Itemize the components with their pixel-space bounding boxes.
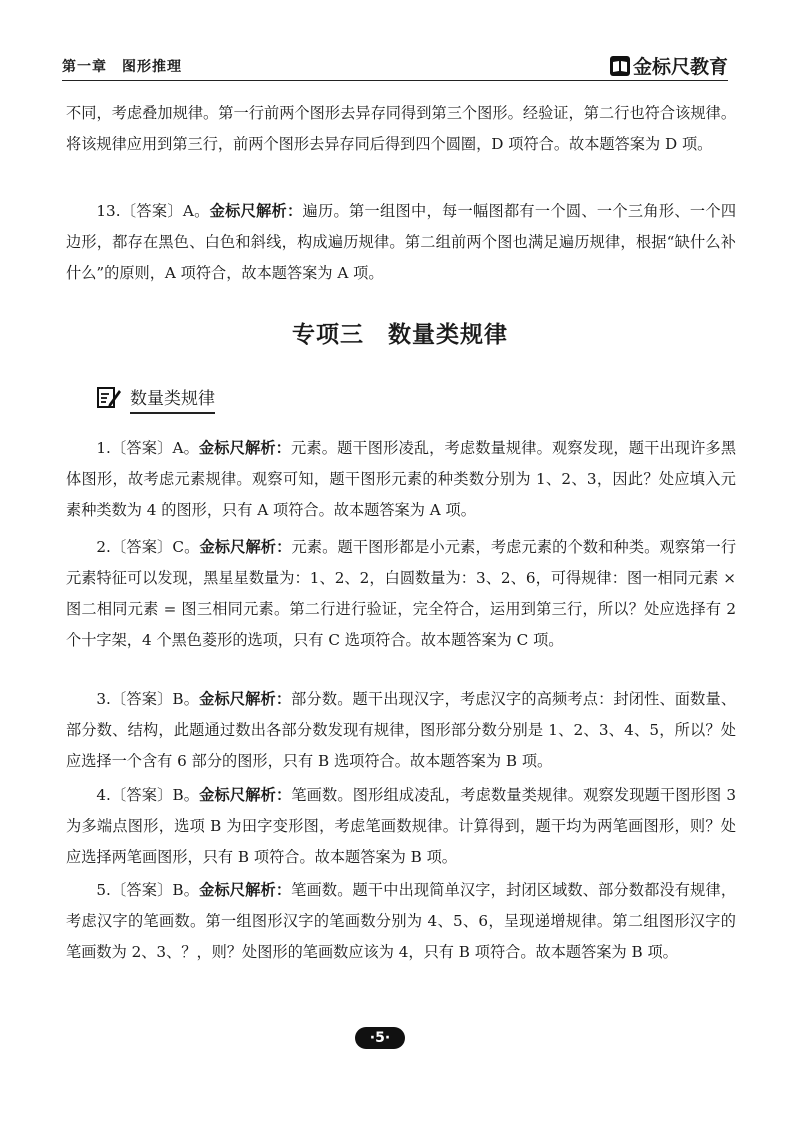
answer-text: 部分数。题干出现汉字，考虑汉字的高频考点：封闭性、面数量、部分数、结构，此题通过数出各部分数发现有规律，图形部分数分别是 1、2、3、4、5，所以？处应选择一个含有 6 部分的图形，只有 B 选项符合。故本题答案为 B 项。 [66, 690, 737, 770]
answer-paragraph [66, 875, 736, 968]
page-number: ·5· [355, 1027, 405, 1049]
section-title: 专项三 数量类规律 [292, 322, 508, 348]
chapter-title: 第一章 图形推理 [62, 59, 182, 75]
answer-paragraph [66, 196, 736, 289]
answer-text: 笔画数。题干中出现简单汉字，封闭区域数、部分数都没有规律，考虑汉字的笔画数。第一组图形汉字的笔画数分别为 4、5、6，呈现递增规律。第二组图形汉字的笔画数为 2、3、？，则？处图形的笔画数应该为 4，只有 B 项符合。故本题答案为 B 项。 [66, 881, 737, 961]
analysis-label: 金标尺解析： [198, 439, 292, 457]
answer-lead: 5.〔答案〕B。 [96, 881, 200, 899]
paragraph-text: 不同，考虑叠加规律。第一行前两个图形去异存同得到第三个图形。经验证，第二行也符合该规律。将该规律应用到第三行，前两个图形去异存同后得到四个圆圈，D 项符合。故本题答案为 D 项。 [66, 104, 736, 153]
pencil-notepad-icon [96, 385, 122, 413]
brand-name: 金标尺教育 [632, 56, 728, 78]
answer-lead: 13.〔答案〕A。 [96, 202, 210, 220]
answer-text: 笔画数。图形组成凌乱，考虑数量类规律。观察发现题干图形图 3 为多端点图形，选项 B 为田字变形图，考虑笔画数规律。计算得到，题干均为两笔画图形，则？处应选择两笔画图形，只有 B 项符合。故本题答案为 B 项。 [66, 786, 736, 866]
answer-lead: 2.〔答案〕C。 [96, 538, 200, 556]
page-header [62, 52, 728, 81]
answer-paragraph [66, 684, 736, 777]
analysis-label: 金标尺解析： [199, 538, 292, 556]
answer-lead: 1.〔答案〕A。 [96, 439, 199, 457]
analysis-label: 金标尺解析： [209, 202, 303, 220]
answer-paragraph [66, 433, 736, 526]
analysis-label: 金标尺解析： [199, 786, 292, 804]
sub-heading [96, 384, 215, 414]
answer-text: 元素。题干图形凌乱，考虑数量规律。观察发现，题干出现许多黑体图形，故考虑元素规律。观察可知，题干图形元素的种类数分别为 1、2、3，因此？处应填入元素种类数为 4 的图形，只有 A 项符合。故本题答案为 A 项。 [66, 439, 737, 519]
analysis-label: 金标尺解析： [199, 690, 292, 708]
analysis-label: 金标尺解析： [199, 881, 292, 899]
answer-lead: 3.〔答案〕B。 [96, 690, 200, 708]
brand-logo [610, 52, 728, 79]
paragraph [66, 98, 736, 160]
answer-paragraph [66, 532, 736, 656]
sub-heading-label: 数量类规律 [130, 384, 215, 414]
answer-lead: 4.〔答案〕B。 [96, 786, 200, 804]
answer-text: 元素。题干图形都是小元素，考虑元素的个数和种类。观察第一行元素特征可以发现，黑星星数量为：1、2、2，白圆数量为：3、2、6，可得规律：图一相同元素 × 图二相同元素 = 图三相同元素。第二行进行验证，完全符合，运用到第三行，所以？处应选择有 2 个十字架，4 个黑色菱形的选项，只有 C 选项符合。故本题答案为 C 项。 [66, 538, 737, 649]
book-logo-icon [610, 56, 630, 76]
answer-paragraph [66, 780, 736, 873]
answer-text: 遍历。第一组图中，每一幅图都有一个圆、一个三角形、一个四边形，都存在黑色、白色和斜线，构成遍历规律。第二组前两个图也满足遍历规律，根据“缺什么补什么”的原则，A 项符合，故本题答案为 A 项。 [66, 202, 737, 282]
